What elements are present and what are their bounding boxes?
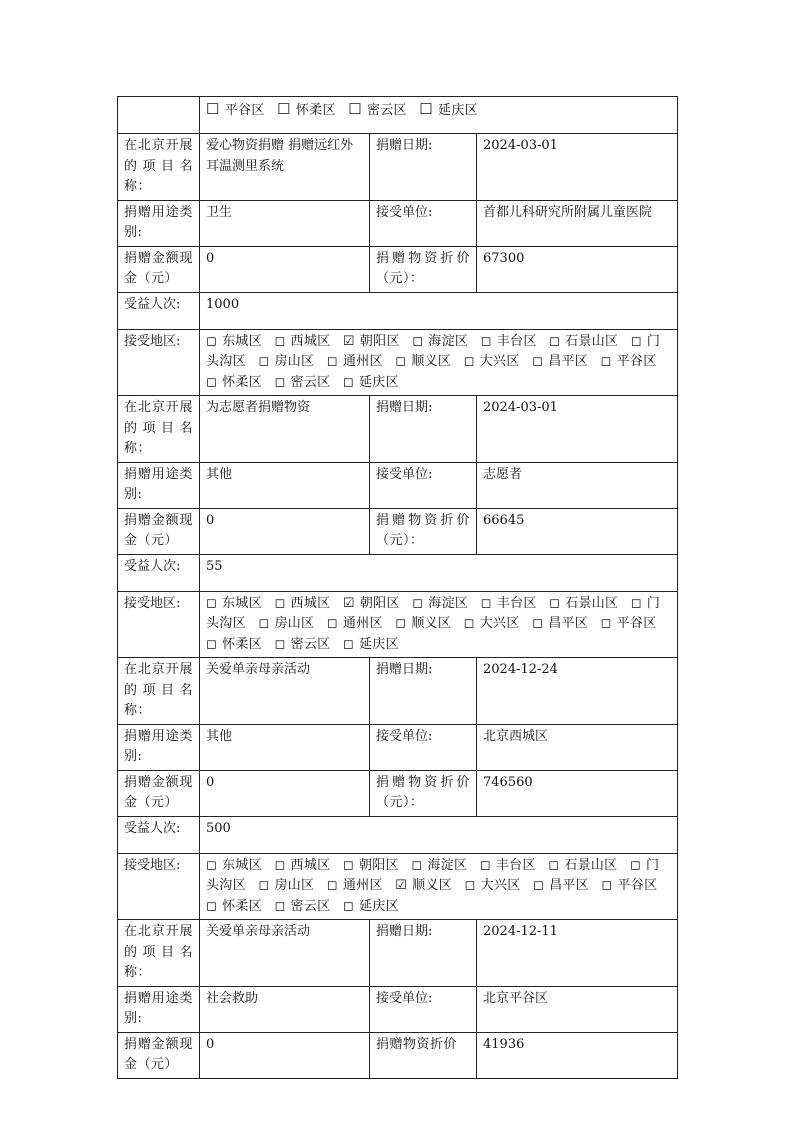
region-option[interactable] [343,899,407,914]
usage-row [118,724,678,770]
region-option[interactable] [395,354,459,369]
cash-label: 捐赠金额现金（元） [118,508,200,554]
checkbox-icon[interactable]: ◻ [274,595,286,611]
recipient-label: 接受单位: [370,462,477,508]
region-option[interactable] [327,878,391,893]
checkbox-icon[interactable]: ☑ [342,333,355,349]
recipient-name: 北京平谷区 [477,986,678,1032]
region-name: 怀柔区 [295,103,336,118]
region-name: 门头沟区 [206,595,661,631]
goods-label: 捐赠物资折价（元）： [370,246,477,292]
project-label: 在北京开展的项目名称： [118,920,200,987]
beneficiaries-count: 500 [200,816,678,853]
region-option[interactable] [412,334,476,349]
checkbox-icon[interactable]: ☑ [395,878,408,893]
region-option[interactable] [419,100,486,118]
project-row [118,658,678,725]
checkbox-icon[interactable]: ☐ [206,100,220,118]
region-name: 丰台区 [496,595,537,611]
beneficiaries-label: 受益人次: [118,816,200,853]
region-option[interactable] [533,878,597,893]
checkbox-icon[interactable]: ◻ [274,374,286,390]
region-option[interactable] [532,354,596,369]
checkbox-icon[interactable]: ◻ [549,333,561,349]
region-option[interactable] [481,334,545,349]
checkbox-icon[interactable]: ◻ [395,616,407,631]
checkbox-icon[interactable]: ◻ [600,354,612,369]
checkbox-icon[interactable]: ◻ [463,616,475,631]
usage-category: 卫生 [200,200,370,246]
usage-label: 捐赠用途类别: [118,986,200,1032]
checkbox-icon[interactable]: ◻ [206,636,218,652]
region-name: 丰台区 [496,333,537,349]
checkbox-icon[interactable]: ◻ [532,878,545,893]
checkbox-icon[interactable]: ◻ [326,878,338,893]
region-name: 通州区 [342,616,383,631]
region-name: 石景山区 [564,857,618,873]
cash-amount: 0 [200,770,370,816]
region-option[interactable] [532,616,596,631]
checkbox-icon[interactable]: ◻ [480,333,492,349]
checkbox-icon[interactable]: ◻ [630,333,642,349]
region-name: 海淀区 [428,333,469,349]
region-name: 石景山区 [565,333,619,349]
region-name: 延庆区 [358,636,399,652]
project-label: 在北京开展的项目名称： [118,658,200,725]
recipient-name: 首都儿科研究所附属儿童医院 [477,200,678,246]
beneficiaries-count: 55 [200,554,678,591]
cash-amount: 0 [200,1032,370,1078]
date-label: 捐赠日期: [370,920,477,987]
region-option[interactable] [206,100,273,118]
region-option[interactable] [206,375,270,390]
region-name: 平谷区 [616,616,657,631]
goods-value: 66645 [477,508,678,554]
donation-date: 2024-12-24 [477,658,678,725]
region-option[interactable] [464,616,528,631]
region-name: 大兴区 [479,354,520,369]
region-option[interactable] [343,858,407,873]
checkbox-icon[interactable]: ◻ [532,616,544,631]
cash-amount: 0 [200,246,370,292]
region-option[interactable] [601,616,665,631]
region-checklist [200,853,678,920]
region-name: 昌平区 [549,878,589,893]
region-name: 房山区 [274,354,315,369]
donation-table [117,96,678,1079]
usage-row [118,986,678,1032]
usage-category: 其他 [200,462,370,508]
checkbox-icon[interactable]: ◻ [206,898,218,914]
region-label: 接受地区: [118,853,200,920]
region-option[interactable] [274,596,338,611]
region-option[interactable] [274,858,338,873]
region-option[interactable] [465,878,529,893]
region-option[interactable] [206,596,270,611]
region-option[interactable] [480,858,544,873]
region-option[interactable] [258,354,322,369]
date-label: 捐赠日期: [370,658,477,725]
project-name: 关爱单亲母亲活动 [200,658,370,725]
checkbox-icon[interactable]: ◻ [395,354,407,369]
region-name: 朝阳区 [359,595,400,611]
region-option[interactable] [206,858,270,873]
checkbox-icon[interactable]: ◻ [629,857,642,873]
checkbox-icon[interactable]: ☐ [277,100,291,118]
date-label: 捐赠日期: [370,134,477,201]
cash-amount: 0 [200,508,370,554]
region-name: 房山区 [274,616,315,631]
region-option[interactable] [343,596,408,611]
beneficiaries-label: 受益人次: [118,554,200,591]
region-name: 怀柔区 [222,374,262,390]
amount-row [118,770,678,816]
region-name: 密云区 [290,636,331,652]
region-name: 朝阳区 [358,857,399,873]
region-option[interactable] [206,334,270,349]
region-name: 东城区 [222,857,262,873]
checkbox-icon[interactable]: ◻ [479,857,491,873]
goods-label: 捐赠物资折价（元）： [370,508,477,554]
beneficiaries-row [118,292,678,329]
beneficiaries-label: 受益人次: [118,292,200,329]
goods-value: 746560 [477,770,678,816]
donation-date: 2024-03-01 [477,134,678,201]
cash-label: 捐赠金额现金（元） [118,770,200,816]
checkbox-icon[interactable]: ◻ [464,878,476,893]
usage-category: 其他 [200,724,370,770]
region-name: 西城区 [290,595,331,611]
checkbox-icon[interactable]: ◻ [463,354,475,369]
cash-label: 捐赠金额现金（元） [118,1032,200,1078]
checkbox-icon[interactable]: ◻ [274,898,286,914]
region-name: 密云区 [366,103,407,118]
donation-date: 2024-12-11 [477,920,678,987]
region-name: 延庆区 [358,898,399,914]
goods-value: 41936 [477,1032,678,1078]
region-option[interactable] [206,637,270,652]
region-option[interactable] [548,858,625,873]
region-option[interactable] [464,354,528,369]
region-name: 顺义区 [411,616,452,631]
recipient-label: 接受单位: [370,986,477,1032]
region-option[interactable] [277,100,344,118]
region-name: 通州区 [342,878,383,893]
usage-category: 社会救助 [200,986,370,1032]
region-checklist [200,591,678,658]
project-row [118,134,678,201]
project-name: 为志愿者捐赠物资 [200,396,370,463]
checkbox-icon[interactable]: ◻ [342,636,354,652]
region-name: 昌平区 [548,354,589,369]
recipient-label: 接受单位: [370,724,477,770]
region-option[interactable] [327,354,391,369]
region-option[interactable] [601,878,665,893]
region-name: 东城区 [222,333,262,349]
usage-label: 捐赠用途类别: [118,462,200,508]
checkbox-icon[interactable]: ◻ [274,333,286,349]
region-name: 怀柔区 [222,898,262,914]
region-name: 昌平区 [548,616,589,631]
beneficiaries-row [118,554,678,591]
region-label: 接受地区: [118,591,200,658]
checkbox-icon[interactable]: ◻ [206,595,218,611]
recipient-label: 接受单位: [370,200,477,246]
region-option[interactable] [395,878,460,893]
checkbox-icon[interactable]: ◻ [258,616,270,631]
usage-label: 捐赠用途类别: [118,200,200,246]
date-label: 捐赠日期: [370,396,477,463]
recipient-name: 北京西城区 [477,724,678,770]
region-option[interactable] [343,334,408,349]
checkbox-icon[interactable]: ◻ [258,878,270,893]
goods-label: 捐赠物资折价（元）： [370,770,477,816]
region-name: 丰台区 [495,857,536,873]
cash-label: 捐赠金额现金（元） [118,246,200,292]
checkbox-icon[interactable]: ◻ [532,354,544,369]
region-name: 平谷区 [224,103,265,118]
region-name: 东城区 [222,595,262,611]
checkbox-icon[interactable]: ◻ [549,595,561,611]
region-option[interactable] [274,899,338,914]
checkbox-icon[interactable]: ◻ [342,374,354,390]
region-name: 平谷区 [616,354,657,369]
region-option[interactable] [274,637,338,652]
goods-label: 捐赠物资折价 [370,1032,477,1078]
usage-row [118,200,678,246]
region-option[interactable] [258,878,322,893]
usage-label: 捐赠用途类别: [118,724,200,770]
region-row [118,853,678,920]
region-option[interactable] [348,100,415,118]
top-region-checklist [200,97,678,134]
checkbox-icon[interactable]: ◻ [600,616,612,631]
region-option[interactable] [411,858,475,873]
region-option[interactable] [412,596,476,611]
checkbox-icon[interactable]: ◻ [630,595,642,611]
region-name: 密云区 [290,374,331,390]
checkbox-icon[interactable]: ◻ [274,857,286,873]
checkbox-icon[interactable]: ◻ [412,333,424,349]
checkbox-icon[interactable]: ◻ [258,354,270,369]
region-option[interactable] [206,899,270,914]
region-name: 门头沟区 [206,333,661,369]
region-option[interactable] [327,616,391,631]
region-name: 海淀区 [428,595,469,611]
region-name: 平谷区 [617,878,658,893]
region-option[interactable] [343,637,407,652]
region-name: 西城区 [290,857,331,873]
empty-cell [118,97,200,134]
region-name: 延庆区 [358,374,399,390]
region-name: 房山区 [274,878,315,893]
checkbox-icon[interactable]: ☐ [419,100,434,118]
checkbox-icon[interactable]: ◻ [412,595,424,611]
region-name: 门头沟区 [206,857,660,893]
recipient-name: 志愿者 [477,462,678,508]
region-option[interactable] [343,375,407,390]
project-name: 关爱单亲母亲活动 [200,920,370,987]
region-option[interactable] [258,616,322,631]
project-label: 在北京开展的项目名称： [118,134,200,201]
project-row [118,396,678,463]
checkbox-icon[interactable]: ◻ [326,354,338,369]
checkbox-icon[interactable]: ☐ [348,100,362,118]
region-name: 延庆区 [438,103,478,118]
checkbox-icon[interactable]: ◻ [480,595,492,611]
region-option[interactable] [549,596,626,611]
region-name: 怀柔区 [222,636,262,652]
checkbox-icon[interactable]: ◻ [411,857,423,873]
region-option[interactable] [395,616,459,631]
region-row [118,591,678,658]
beneficiaries-count: 1000 [200,292,678,329]
checkbox-icon[interactable]: ◻ [206,333,218,349]
amount-row [118,246,678,292]
checkbox-icon[interactable]: ◻ [601,878,613,893]
region-name: 大兴区 [479,616,520,631]
region-name: 朝阳区 [359,333,400,349]
project-name: 爱心物资捐赠 捐赠远红外耳温测里系统 [200,134,370,201]
amount-row [118,1032,678,1078]
region-option[interactable] [274,375,338,390]
checkbox-icon[interactable]: ◻ [548,857,560,873]
region-option[interactable] [601,354,665,369]
region-name: 通州区 [342,354,383,369]
amount-row [118,508,678,554]
region-option[interactable] [549,334,626,349]
checkbox-icon[interactable]: ◻ [342,898,354,914]
region-option[interactable] [274,334,338,349]
checkbox-icon[interactable]: ◻ [326,616,338,631]
region-name: 石景山区 [565,595,619,611]
project-row [118,920,678,987]
region-name: 密云区 [290,898,331,914]
region-option[interactable] [481,596,545,611]
region-name: 顺义区 [412,878,453,893]
goods-value: 67300 [477,246,678,292]
checkbox-icon[interactable]: ☑ [342,595,355,611]
top-region-row [118,97,678,134]
donation-date: 2024-03-01 [477,396,678,463]
checkbox-icon[interactable]: ◻ [342,857,354,873]
donation-table-body [118,97,678,1079]
region-name: 顺义区 [411,354,452,369]
region-name: 西城区 [290,333,331,349]
region-label: 接受地区: [118,329,200,396]
region-row [118,329,678,396]
region-name: 大兴区 [480,878,521,893]
checkbox-icon[interactable]: ◻ [206,374,218,390]
usage-row [118,462,678,508]
project-label: 在北京开展的项目名称： [118,396,200,463]
region-name: 海淀区 [427,857,468,873]
checkbox-icon[interactable]: ◻ [206,857,218,873]
region-checklist [200,329,678,396]
beneficiaries-row [118,816,678,853]
checkbox-icon[interactable]: ◻ [274,636,286,652]
